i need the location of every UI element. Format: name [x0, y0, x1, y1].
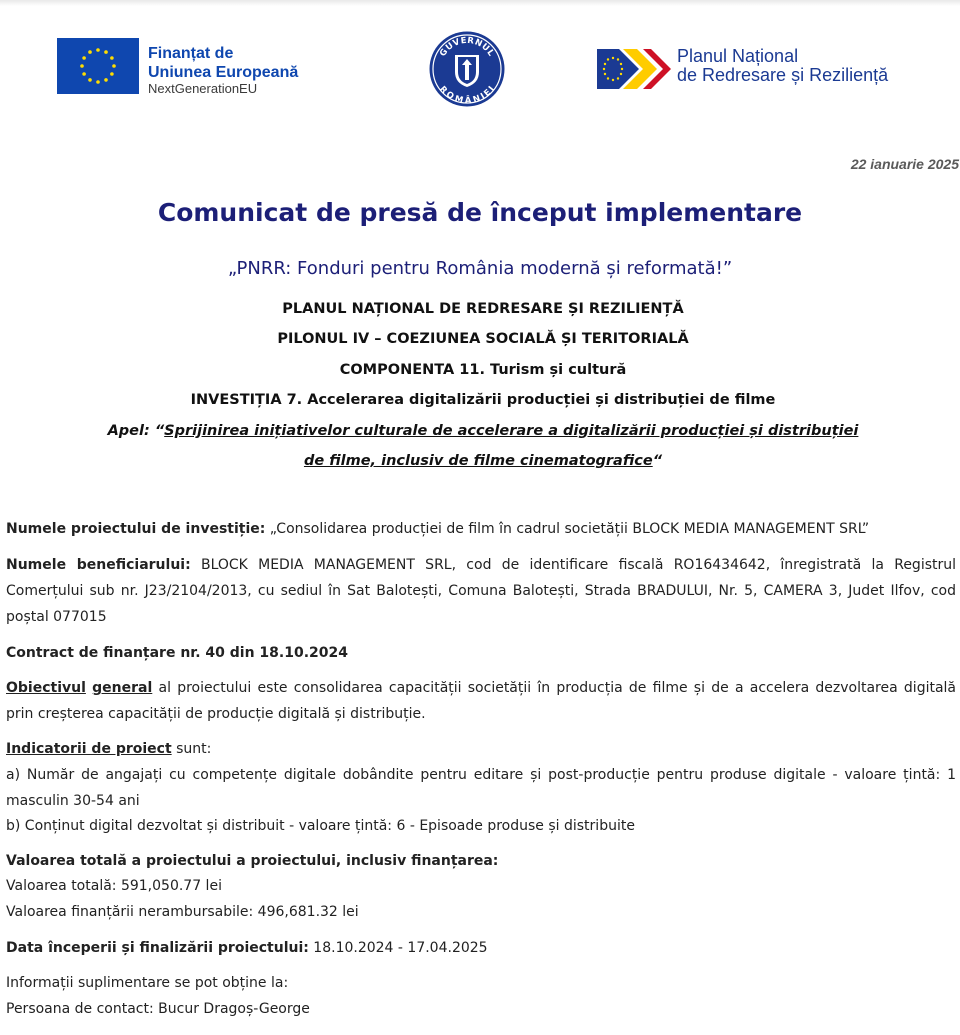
seal-text-bottom: ROMÂNIEI	[437, 84, 498, 107]
project-objective: Obiectivul general al proiectului este consolidarea capacității societății în producția de filme și de a accelera dezvoltarea digitală prin creșterea capacității de producție digitală și distribuție.	[6, 680, 957, 722]
heading-pilon: PILONUL IV – COEZIUNEA SOCIALĂ ȘI TERITORIALĂ	[277, 331, 689, 347]
contract-number: Contract de finanțare nr. 40 din 18.10.2024	[6, 645, 348, 661]
page-subtitle: „PNRR: Fonduri pentru România modernă și reformată!”	[227, 258, 733, 279]
contact-person: Persoana de contact: Bucur Dragoș-George	[6, 1001, 310, 1017]
heading-plan: PLANUL NAȚIONAL DE REDRESARE ȘI REZILIENȚĂ	[282, 301, 684, 317]
pnrr-logo	[597, 44, 937, 94]
top-shadow	[0, 0, 960, 6]
heading-investitia: INVESTIȚIA 7. Accelerarea digitalizării producției și distribuției de filme	[190, 392, 776, 408]
heading-componenta: COMPONENTA 11. Turism și cultură	[339, 362, 627, 378]
press-release-date: 22 ianuarie 2025	[850, 156, 959, 172]
government-seal-logo	[428, 30, 506, 108]
project-name: Numele proiectului de investiție: „Consolidarea producției de film în cadrul societății BLOCK MEDIA MANAGEMENT SRL”	[6, 521, 870, 537]
indicators-heading: Indicatorii de proiect sunt:	[6, 741, 212, 757]
info-text: Informații suplimentare se pot obține la:	[6, 975, 289, 991]
project-period: Data începerii și finalizării proiectului: 18.10.2024 - 17.04.2025	[6, 940, 488, 956]
eu-flag-icon	[57, 38, 139, 94]
logo-header	[0, 30, 960, 110]
eu-logo-subtitle: NextGenerationEU	[148, 81, 258, 96]
eu-funding-logo	[57, 38, 317, 98]
page-title: Comunicat de presă de început implementare	[157, 198, 803, 227]
eu-logo-title: Finanțat de Uniunea Europeană	[148, 45, 299, 81]
seal-text-top: GUVERNUL	[438, 35, 497, 59]
pnrr-logo-text: Planul Național de Redresare și Reziliență	[677, 46, 889, 85]
grant-value: Valoarea finanțării nerambursabile: 496,681.32 lei	[6, 904, 359, 920]
beneficiary: Numele beneficiarului: BLOCK MEDIA MANAGEMENT SRL, cod de identificare fiscală RO16434642, înregistrată la Registrul Comerțului sub nr. J23/2104/2013, cu sediul în Sat Balotești, Comuna Balotești, Strada BRADULUI, Nr. 5, CAMERA 3, Judet Ilfov, cod poștal 077015	[6, 557, 957, 625]
value-heading: Valoarea totală a proiectului a proiectului, inclusiv finanțarea:	[6, 853, 499, 869]
total-value: Valoarea totală: 591,050.77 lei	[6, 878, 222, 894]
call-name-line2: de filme, inclusiv de filme cinematografice“	[303, 453, 663, 469]
indicator-a: a) Număr de angajați cu competențe digitale dobândite pentru editare și post-producție pentru produse digitale - valoare țintă: 1 masculin 30-54 ani	[6, 767, 956, 809]
indicator-b: b) Conținut digital dezvoltat și distribuit - valoare țintă: 6 - Episoade produse și distribuite	[6, 818, 635, 834]
call-name-line1: Apel: “Sprijinirea inițiativelor culturale de accelerare a digitalizării producției și distribuției	[107, 423, 859, 439]
pnrr-arrow-icon	[597, 44, 677, 94]
